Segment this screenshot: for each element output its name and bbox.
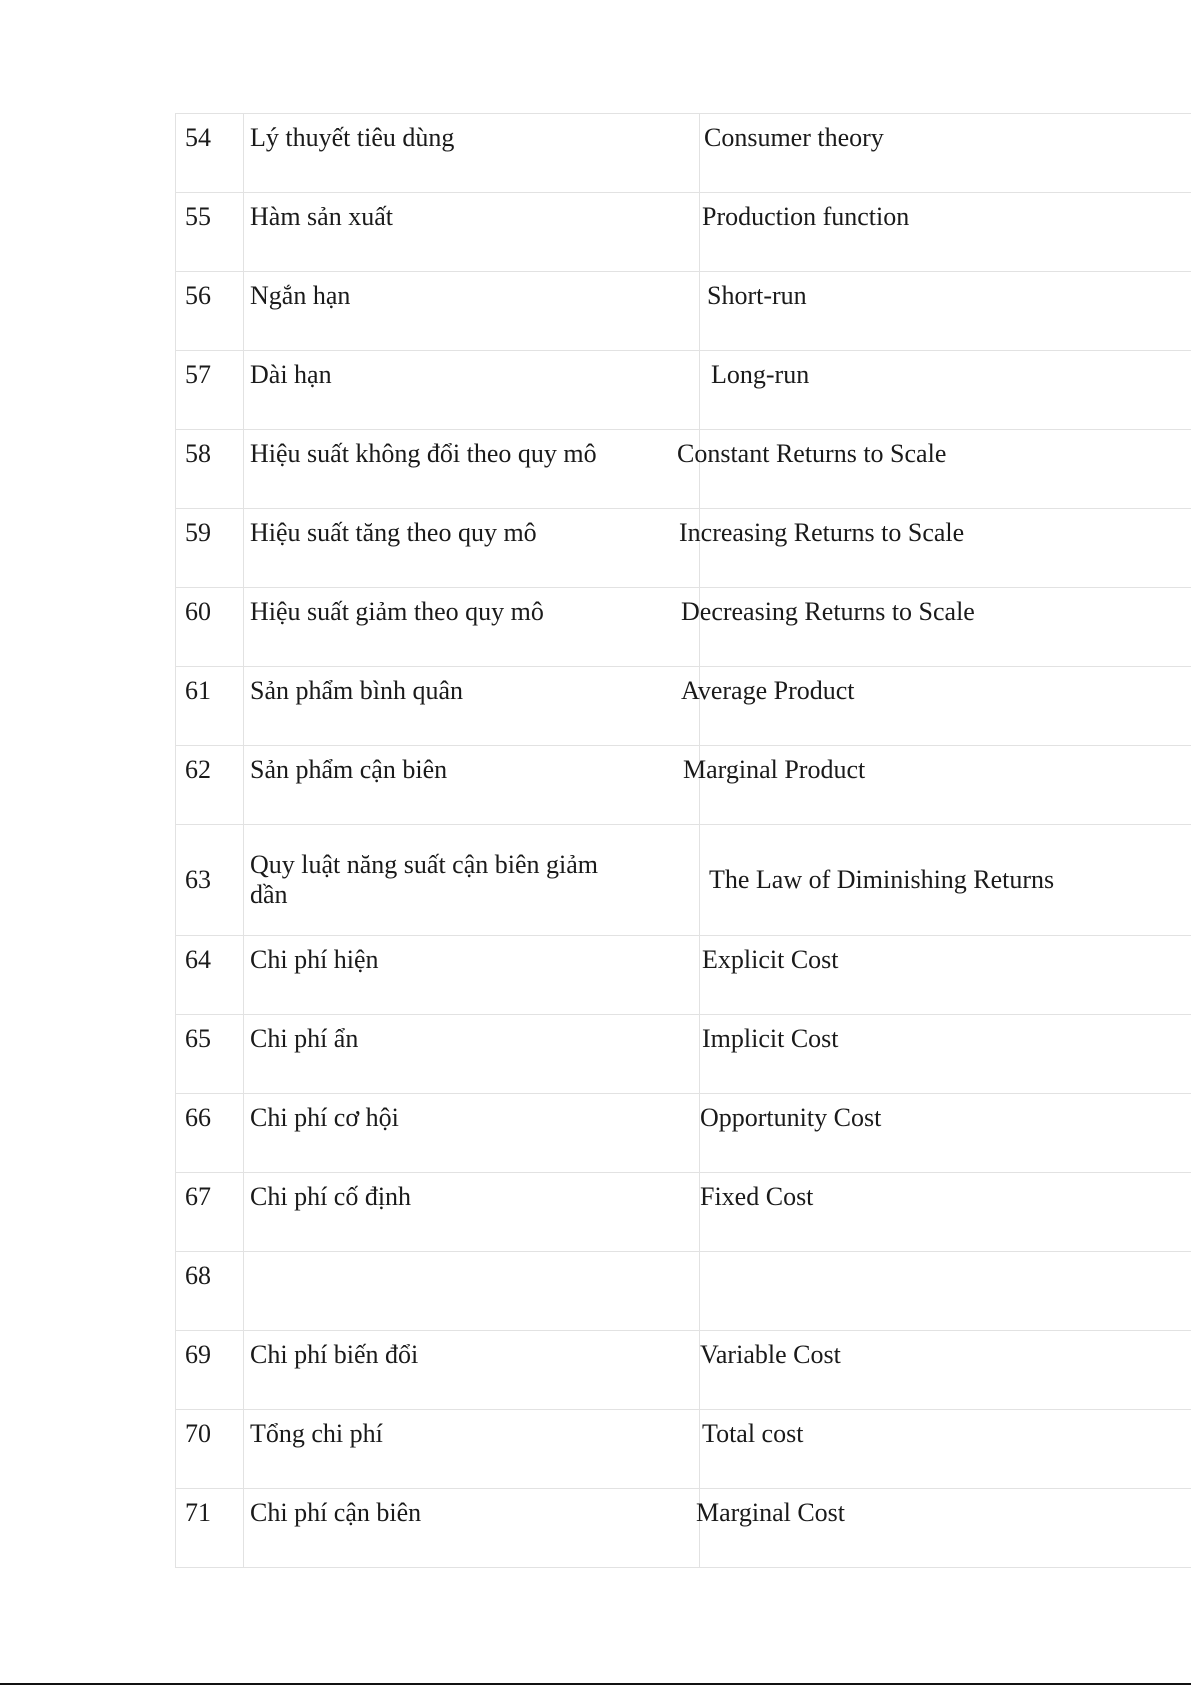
table-row <box>176 667 1191 746</box>
vietnamese-term: Sản phẩm cận biên <box>250 755 448 784</box>
english-term: Variable Cost <box>700 1340 841 1369</box>
english-term: Total cost <box>702 1419 804 1448</box>
table-row <box>176 193 1191 272</box>
row-number: 61 <box>185 676 211 705</box>
english-term-cell <box>700 936 1191 1015</box>
row-number: 55 <box>185 202 211 231</box>
row-number: 68 <box>185 1261 211 1290</box>
vietnamese-term-cell <box>244 1331 700 1410</box>
table-row <box>176 272 1191 351</box>
table-row <box>176 746 1191 825</box>
english-term-cell <box>700 114 1191 193</box>
english-term-cell <box>696 1489 1191 1568</box>
vietnamese-term-cell <box>244 667 700 746</box>
english-term-cell <box>683 746 1191 825</box>
row-number: 71 <box>185 1498 211 1527</box>
vietnamese-term-cell <box>244 1410 700 1489</box>
row-number-cell <box>176 114 244 193</box>
row-number-cell <box>176 430 244 509</box>
vietnamese-term-cell <box>244 1094 700 1173</box>
vietnamese-term-cell <box>244 430 700 509</box>
row-number-cell <box>176 825 244 936</box>
english-term-cell <box>700 1173 1191 1252</box>
vietnamese-term-cell <box>244 1173 700 1252</box>
row-number: 60 <box>185 597 211 626</box>
table-row <box>176 1094 1191 1173</box>
english-term <box>700 1252 1191 1261</box>
table-row <box>176 1173 1191 1252</box>
english-term: Fixed Cost <box>700 1182 814 1211</box>
row-number: 58 <box>185 439 211 468</box>
row-number: 65 <box>185 1024 211 1053</box>
row-number-cell <box>176 1173 244 1252</box>
row-number: 66 <box>185 1103 211 1132</box>
vietnamese-term: Chi phí ẩn <box>250 1024 359 1053</box>
table-row <box>176 351 1191 430</box>
vietnamese-term: Chi phí biến đổi <box>250 1340 419 1369</box>
english-term-cell <box>700 1252 1191 1331</box>
english-term-cell <box>677 430 1191 509</box>
vietnamese-term: Lý thuyết tiêu dùng <box>250 123 455 152</box>
vietnamese-term-cell <box>244 1489 700 1568</box>
row-number: 57 <box>185 360 211 389</box>
vietnamese-term: Hàm sản xuất <box>250 202 393 231</box>
vietnamese-term-cell <box>244 509 700 588</box>
vietnamese-term-cell <box>244 1252 700 1331</box>
vietnamese-term-cell <box>244 351 700 430</box>
vietnamese-term: Quy luật năng suất cận biên giảm dần <box>250 850 599 909</box>
english-term-cell <box>700 193 1191 272</box>
row-number: 64 <box>185 945 211 974</box>
row-number-cell <box>176 746 244 825</box>
row-number-cell <box>176 936 244 1015</box>
english-term: Explicit Cost <box>702 945 839 974</box>
row-number: 63 <box>185 865 211 894</box>
row-number-cell <box>176 193 244 272</box>
vietnamese-term-cell <box>244 746 700 825</box>
vietnamese-term-cell <box>244 193 700 272</box>
vietnamese-term: Hiệu suất tăng theo quy mô <box>250 518 537 547</box>
english-term-cell <box>700 1410 1191 1489</box>
english-term: The Law of Diminishing Returns <box>709 865 1055 894</box>
row-number-cell <box>176 351 244 430</box>
table-row <box>176 588 1191 667</box>
row-number-cell <box>176 588 244 667</box>
row-number-cell <box>176 667 244 746</box>
vietnamese-term: Ngắn hạn <box>250 281 351 310</box>
row-number-cell <box>176 1489 244 1568</box>
vietnamese-term: Chi phí cơ hội <box>250 1103 399 1132</box>
table-row <box>176 430 1191 509</box>
table-row <box>176 825 1191 936</box>
english-term-cell <box>700 825 1191 936</box>
vietnamese-term <box>244 1252 699 1261</box>
vietnamese-term: Chi phí cận biên <box>250 1498 422 1527</box>
vietnamese-term: Hiệu suất giảm theo quy mô <box>250 597 544 626</box>
row-number: 67 <box>185 1182 211 1211</box>
english-term-cell <box>700 272 1191 351</box>
vietnamese-term-cell <box>244 825 700 936</box>
vietnamese-term-cell <box>244 114 700 193</box>
row-number-cell <box>176 1331 244 1410</box>
row-number-cell <box>176 1252 244 1331</box>
english-term-cell <box>700 1015 1191 1094</box>
english-term-cell <box>700 351 1191 430</box>
row-number: 56 <box>185 281 211 310</box>
table-row <box>176 1331 1191 1410</box>
row-number: 59 <box>185 518 211 547</box>
row-number-cell <box>176 1410 244 1489</box>
english-term: Constant Returns to Scale <box>677 439 947 468</box>
row-number-cell <box>176 272 244 351</box>
table-row <box>176 1489 1191 1568</box>
row-number-cell <box>176 1015 244 1094</box>
vietnamese-term: Tổng chi phí <box>250 1419 383 1448</box>
vietnamese-term: Hiệu suất không đổi theo quy mô <box>250 439 597 468</box>
vietnamese-term: Chi phí hiện <box>250 945 379 974</box>
english-term-cell <box>681 667 1191 746</box>
table-row <box>176 1252 1191 1331</box>
table-row <box>176 1410 1191 1489</box>
english-term: Long-run <box>711 360 810 389</box>
row-number: 70 <box>185 1419 211 1448</box>
row-number: 69 <box>185 1340 211 1369</box>
row-number: 54 <box>185 123 211 152</box>
english-term: Average Product <box>681 676 855 705</box>
vietnamese-term-cell <box>244 272 700 351</box>
glossary-table <box>175 113 1191 1568</box>
table-row <box>176 1015 1191 1094</box>
english-term: Production function <box>702 202 910 231</box>
english-term: Marginal Cost <box>696 1498 846 1527</box>
english-term: Increasing Returns to Scale <box>679 518 965 547</box>
english-term: Implicit Cost <box>702 1024 839 1053</box>
vietnamese-term-cell <box>244 936 700 1015</box>
vietnamese-term: Dài hạn <box>250 360 332 389</box>
row-number-cell <box>176 1094 244 1173</box>
english-term-cell <box>700 1331 1191 1410</box>
english-term-cell <box>700 1094 1191 1173</box>
english-term: Consumer theory <box>704 123 884 152</box>
table-row <box>176 114 1191 193</box>
english-term: Opportunity Cost <box>700 1103 882 1132</box>
vietnamese-term: Sản phẩm bình quân <box>250 676 464 705</box>
row-number-cell <box>176 509 244 588</box>
vietnamese-term-cell <box>244 588 700 667</box>
english-term: Decreasing Returns to Scale <box>681 597 975 626</box>
vietnamese-term: Chi phí cố định <box>250 1182 412 1211</box>
table-row <box>176 509 1191 588</box>
english-term: Marginal Product <box>683 755 866 784</box>
vietnamese-term-cell <box>244 1015 700 1094</box>
table-row <box>176 936 1191 1015</box>
english-term-cell <box>679 509 1191 588</box>
english-term-cell <box>681 588 1191 667</box>
english-term: Short-run <box>707 281 807 310</box>
row-number: 62 <box>185 755 211 784</box>
